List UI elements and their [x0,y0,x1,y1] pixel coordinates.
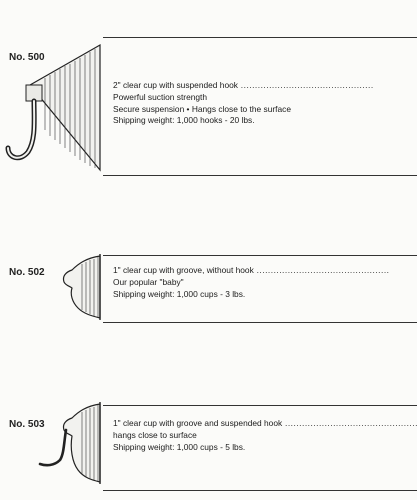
item-number: No. 500 [9,52,45,63]
description-line: 1" clear cup with groove, without hook ..... [113,265,389,277]
description-line: Powerful suction strength [113,91,208,102]
item-number: No. 502 [9,267,45,278]
description-line: 2" clear cup with suspended hook ..... [113,80,374,92]
description-line: Shipping weight: 1,000 cups - 5 lbs. [113,441,246,452]
description-line: Our popular "baby" [113,276,184,287]
item-number: No. 503 [9,419,45,430]
suction-cup-illustration [58,250,108,325]
suction-cup-hook-illustration [34,398,106,488]
suction-cup-hook-illustration [0,30,110,180]
description-line: Secure suspension • Hangs close to the surface [113,103,291,114]
description-line: hangs close to surface [113,429,197,440]
description-line: Shipping weight: 1,000 hooks - 20 lbs. [113,115,255,126]
description-line: Shipping weight: 1,000 cups - 3 lbs. [113,288,246,299]
description-line: 1" clear cup with groove and suspended hook ..... [113,418,417,430]
